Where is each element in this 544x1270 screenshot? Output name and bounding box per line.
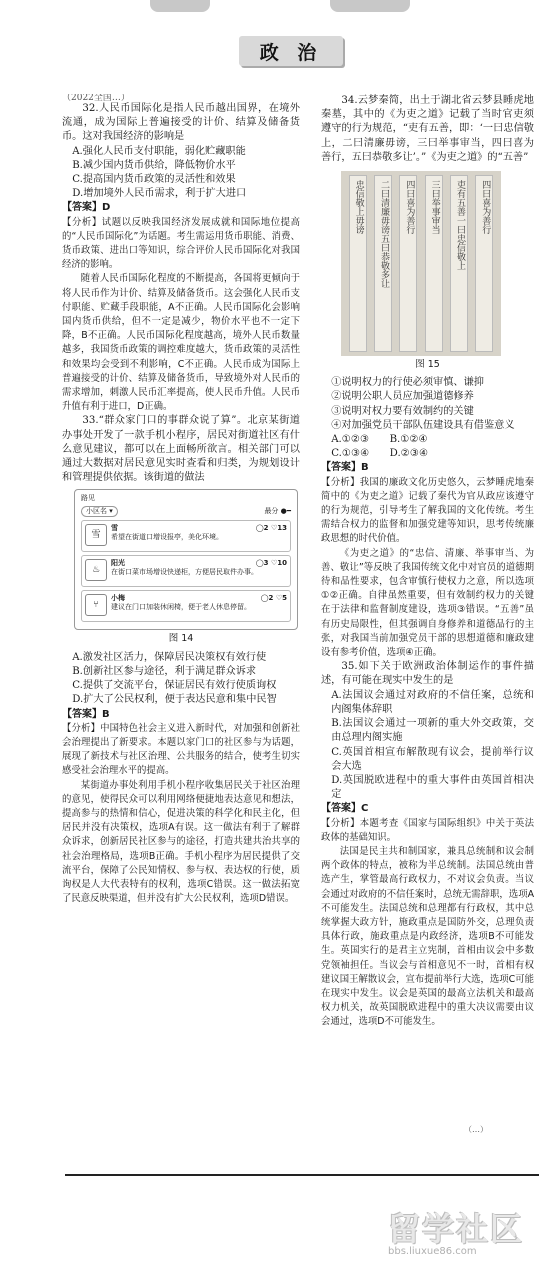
q34-choice-2: ②说明公职人员应加强道德修养 xyxy=(331,391,474,403)
sort-toggle: 最分 ●━ xyxy=(264,507,291,516)
cut-off-line: （2022全国…） xyxy=(62,94,130,102)
bamboo-slip: 四曰喜为善行 xyxy=(475,175,493,352)
q35-option-c: C.英国首相宣布解散现有议会，提前举行议会大选 xyxy=(331,746,534,772)
q34-analysis-summary: 【分析】我国的廉政文化历史悠久，云梦睡虎地秦简中的《为吏之道》记载了秦代为官从政应该遵守的行为规范，引导考生了解我国的文化传统。考生需结合权力的监督和加强党建等知识，思考传统廉政思想的时代价值。 xyxy=(321,476,534,545)
q32-analysis-detail: 随着人民币国际化程度的不断提高，各国将更倾向于将人民币作为计价、结算及储备货币。这会强化人民币支付职能、贮藏手段职能，A不正确。人民币国际化会影响国内货币供给，但不一定是减少，物价水平也不一定下降，B不正确。人民币国际化程度越高，境外人民币数量越多，我国货币政策的调控难度越大，货币政策的灵活性和效果均会受到不利影响，C不正确。人民币成为国际上普遍接受的计价、结算及储备货币，导致境外对人民币的需求增加，刺激人民币汇率提高，使人民币升值。人民币升值有利于进口，D正确。 xyxy=(62,273,300,413)
bamboo-slip: 四曰喜为善行 xyxy=(399,175,417,352)
q33-option-c: C.提供了交流平台，保证居民有效行使质询权 xyxy=(72,680,277,692)
figure-15-caption: 图 15 xyxy=(415,359,440,371)
comment-like-counts: ◯2 ♡13 xyxy=(255,524,287,533)
q35-option-b: B.法国议会通过一项新的重大外交政策，交由总理内阁实施 xyxy=(331,718,534,744)
post-text: 建议在门口加装休闲椅，便于老人休息停留。 xyxy=(111,603,251,612)
q33-answer: 【答案】B xyxy=(62,708,110,720)
list-item: ♨ 阳光 ◯3 ♡10 在街口菜市场增设快递柜，方便居民取件办事。 xyxy=(81,555,291,587)
bamboo-slip: 二曰清廉毋谤五曰恭敬多让 xyxy=(374,175,392,352)
q33-analysis-summary: 【分析】中国特色社会主义进入新时代，对加强和创新社会治理提出了新要求。本题以家门口的社区参与为话题，展现了新技术与社区治理、公共服务的结合，使考生切实感受社会治理水平的提高。 xyxy=(62,722,300,777)
q32-option-a: A.强化人民币支付职能，弱化贮藏职能 xyxy=(72,145,246,157)
q34-analysis-detail: 《为吏之道》的“忠信、清廉、举事审当、为善、敬让”等反映了我国传统文化中对官员的道德期待和品性要求，包含审慎行使权力之意，所以选项①②正确。自律虽然重要，但有效制约权力的关键在于法律和监督制度建设，选项③错误。“五善”虽有历史局限性，但其强调自身修养和道德品行的主张，对我国当前加强党员干部的思想道德和廉政建设有参考价值，选项④正确。 xyxy=(321,547,534,659)
q35-analysis-summary: 【分析】本题考查《国家与国际组织》中关于英法政体的基础知识。 xyxy=(321,817,534,843)
list-item: ⑂ 小梅 ◯2 ♡5 建议在门口加装休闲椅，便于老人休息停留。 xyxy=(81,590,291,622)
watermark-url: bbs.liuxue86.com xyxy=(388,1246,477,1257)
q33-stem: 33.“群众家门口的事群众说了算”。北京某街道办事处开发了一款手机小程序，居民对街道社区有什么意见建议，都可以在上面畅所欲言。相关部门可以通过大数据对居民意见实时查看和归类，为规划设计和管理提供依据。该街道的做法 xyxy=(62,415,300,484)
q34-options-ab: A.①②③ B.①②④ xyxy=(331,434,428,446)
watermark-brand: 留学社区 xyxy=(388,1210,525,1248)
figure-14-app-mockup xyxy=(74,489,298,630)
right-column xyxy=(321,94,534,1030)
post-text: 在街口菜市场增设快递柜，方便居民取件办事。 xyxy=(111,568,258,577)
q35-answer: 【答案】C xyxy=(321,803,369,815)
q32-option-c: C.提高国内货币政策的灵活性和效果 xyxy=(72,174,236,186)
comment-like-counts: ◯2 ♡5 xyxy=(260,594,287,603)
q32-option-d: D.增加境外人民币需求，利于扩大进口 xyxy=(72,188,247,200)
q34-choice-4: ④对加强党员干部队伍建设具有借鉴意义 xyxy=(331,419,515,431)
q35-analysis-detail: 法国是民主共和制国家，兼具总统制和议会制两个政体的特点，被称为半总统制。法国总统由普选产生，掌管最高行政权力，不对议会负责。当议会通过对政府的不信任案时，总统无需辞职，选项A不可能发生。法国总统和总理都有行政权，其中总统掌握大政方针，施政重点是国防外交，总理负责具体行政，施政重点是内政经济，选项B不可能发生。英国实行的是君主立宪制，首相由议会中多数党领袖担任。当议会与首相意见不一时，首相有权建议国王解散议会，宣布提前举行大选，选项C可能在现实中发生。议会是英国的最高立法机关和最高权力机关，故英国脱欧进程中的重大决议需要由议会通过，选项D不可能发生。 xyxy=(321,845,534,1028)
figure-15-bamboo-slips xyxy=(341,171,501,356)
q33-analysis-detail: 某街道办事处利用手机小程序收集居民关于社区治理的意见，使得民众可以利用网络便捷地表达意见和想法，提高参与的热情和信心，促进决策的科学化和民主化，但居民并没有决策权，选项A有误。这一做法有利于了解群众诉求，创新居民社区参与的途径，打造共建共治共享的社会治理格局，选项B正确。手机小程序为居民提供了交流平台，保障了公民知情权、参与权、表达权的行使，质询权是人大代表特有的权利，选项C错误。这一做法拓宽了民意反映渠道，但并没有扩大公民权利，选项D错误。 xyxy=(62,779,300,905)
bamboo-slip: 三曰举事审当 xyxy=(425,175,443,352)
q34-options-cd: C.①③④ D.②③④ xyxy=(331,448,429,460)
avatar-icon: ⑂ xyxy=(85,594,107,616)
q33-option-d: D.扩大了公民权利，便于表达民意和集中民智 xyxy=(72,694,277,706)
q32-option-b: B.减少国内货币供给，降低物价水平 xyxy=(72,159,236,171)
q34-answer: 【答案】B xyxy=(321,462,369,474)
avatar-icon: ♨ xyxy=(85,559,107,581)
corner-note: （…） xyxy=(464,1125,488,1134)
q32-stem: 32.人民币国际化是指人民币越出国界，在境外流通，成为国际上普遍接受的计价、结算及储备货币。这对我国经济的影响是 xyxy=(62,103,300,143)
q34-stem: 34.云梦秦简，出土于湖北省云梦县睡虎地秦墓，其中的《为吏之道》记载了当时官吏须遵守的行为规范，“吏有五善，即：‘一曰忠信敬上，二曰清廉毋谤，三曰举事审当，四曰喜为善行，五曰恭敬多让’。”《为吏之道》的“五善” xyxy=(321,95,534,163)
left-column xyxy=(62,94,300,906)
q34-choice-1: ①说明权力的行使必须审慎、谦抑 xyxy=(331,377,484,389)
comment-like-counts: ◯3 ♡10 xyxy=(255,559,287,568)
q32-answer: 【答案】D xyxy=(62,202,111,214)
figure-14-caption: 图 14 xyxy=(168,633,194,645)
q35-option-d: D.英国脱欧进程中的重大事件由英国首相决定 xyxy=(331,774,534,801)
post-text: 希望在街道口增设报亭，美化环境。 xyxy=(111,533,223,542)
footer-rule xyxy=(65,1174,539,1176)
q33-option-a: A.激发社区活力，保障居民决策权有效行使 xyxy=(72,651,267,663)
q34-choice-3: ③说明对权力要有效制约的关键 xyxy=(331,405,474,417)
q32-analysis-summary: 【分析】试题以反映我国经济发展成就和国际地位提高的“人民币国际化”为话题。考生需运用货币职能、消费、货币政策、进出口等知识，综合评价人民币国际化对我国经济的影响。 xyxy=(62,216,300,271)
bamboo-slip: 忠信敬上毋谤 xyxy=(349,175,367,352)
q35-stem: 35.如下关于欧洲政治体制运作的事件描述，有可能在现实中发生的是 xyxy=(321,661,534,687)
top-edge xyxy=(0,0,544,14)
avatar-icon: 雪 xyxy=(85,524,107,546)
q33-option-b: B.创新社区参与途径，利于满足群众诉求 xyxy=(72,665,257,677)
app-title: 路见 xyxy=(81,494,95,503)
q35-option-a: A.法国议会通过对政府的不信任案，总统和内阁集体辞职 xyxy=(331,689,534,715)
list-item: 雪 雪 ◯2 ♡13 希望在街道口增设报亭，美化环境。 xyxy=(81,520,291,552)
page-title: 政 治 xyxy=(239,36,343,66)
bamboo-slip: 吏有五善一曰忠信敬上 xyxy=(450,175,468,352)
filter-dropdown: 小区名 ▾ xyxy=(81,506,118,517)
